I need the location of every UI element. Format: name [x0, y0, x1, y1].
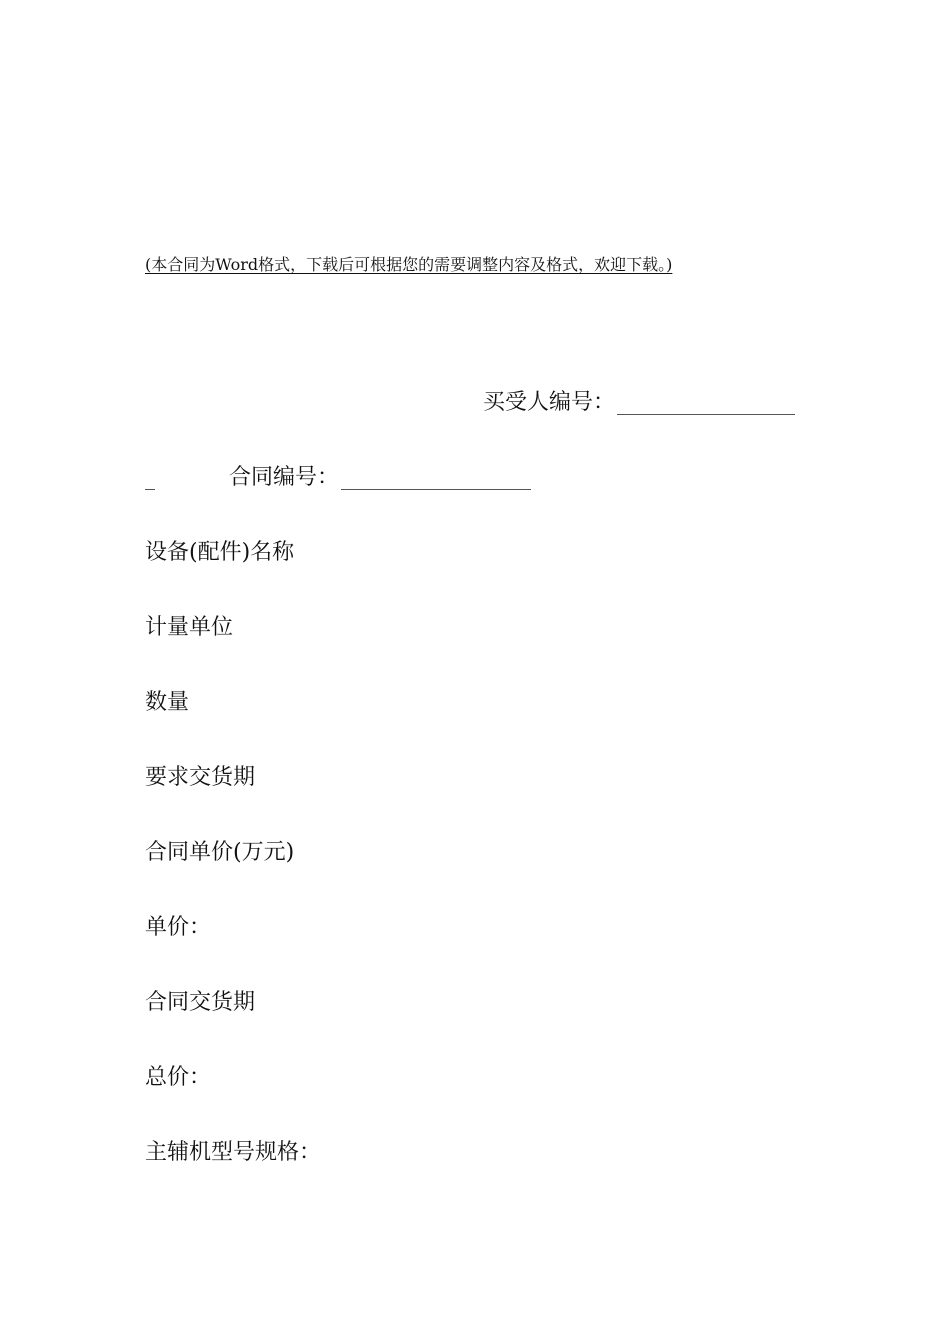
field-equipment-name: 设备(配件)名称 [145, 540, 295, 565]
format-notice: (本合同为Word格式，下载后可根据您的需要调整内容及格式，欢迎下载。) [145, 255, 673, 274]
field-quantity: 数量 [145, 690, 190, 715]
field-unit-price: 单价： [145, 915, 212, 940]
buyer-number-blank [617, 392, 795, 415]
field-required-delivery: 要求交货期 [145, 765, 256, 790]
field-total-price: 总价： [145, 1065, 212, 1090]
field-model-spec: 主辅机型号规格： [145, 1140, 322, 1165]
field-unit: 计量单位 [145, 615, 234, 640]
contract-number-blank [341, 467, 531, 490]
field-contract-delivery: 合同交货期 [145, 990, 256, 1015]
buyer-number-label: 买受人编号： [483, 390, 616, 415]
buyer-number-row [483, 385, 795, 416]
leading-underscore [145, 467, 155, 490]
contract-number-label: 合同编号： [229, 465, 340, 490]
contract-number-row [145, 460, 531, 491]
field-contract-unit-price: 合同单价(万元) [145, 840, 295, 865]
